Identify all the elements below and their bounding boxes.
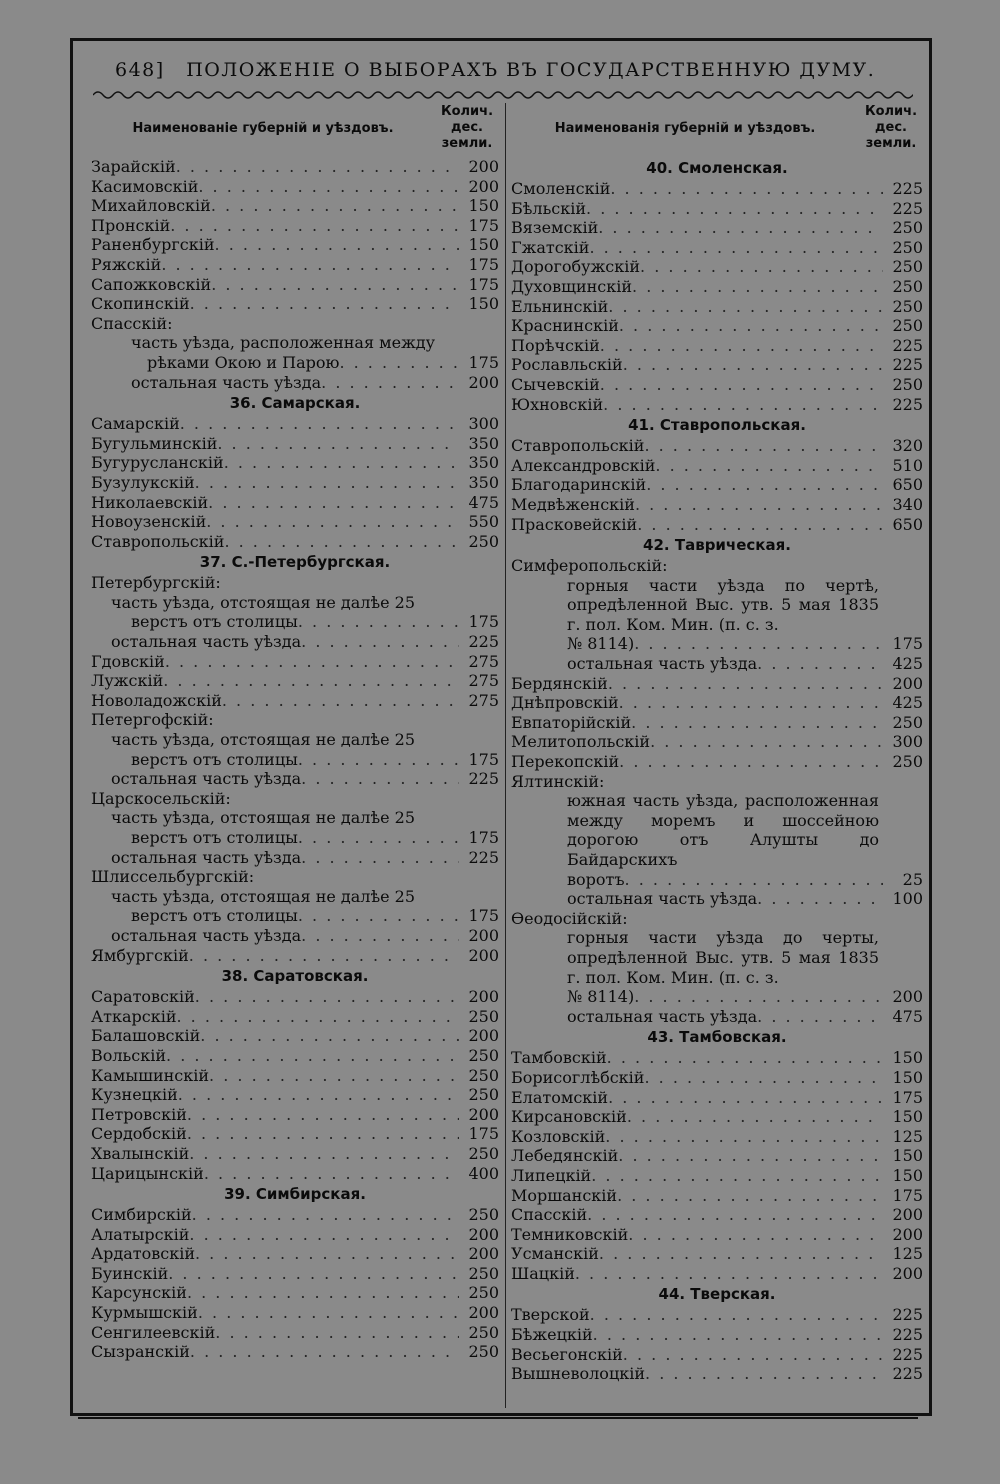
table-row: Николаевскій . . . 475 bbox=[91, 493, 499, 513]
page-title: ПОЛОЖЕНІЕ О ВЫБОРАХЪ ВЪ ГОСУДАРСТВЕННУЮ ДУМУ. bbox=[186, 59, 876, 81]
table-row: Прасковейскій . . . 650 bbox=[511, 515, 923, 535]
table-row: Курмышскій . . . 200 bbox=[91, 1303, 499, 1323]
table-row: Бузулукскій . . . 350 bbox=[91, 473, 499, 493]
table-row: Бердянскій . . . 200 bbox=[511, 674, 923, 694]
table-row: Благодаринскій . . . 650 bbox=[511, 475, 923, 495]
table-row: Ѳеодосійскій: bbox=[511, 908, 628, 928]
table-row: Спасскій: bbox=[91, 313, 173, 333]
table-row: Шлиссельбургскій: bbox=[91, 867, 255, 887]
table-row: Зарайскій . . . 200 bbox=[91, 157, 499, 177]
table-row: Гдовскій . . . 275 bbox=[91, 652, 499, 672]
table-row: часть уѣзда, расположенная между bbox=[131, 333, 436, 353]
table-row: Ельнинскій . . . 250 bbox=[511, 297, 923, 317]
table-row: Бѣжецкій . . . 225 bbox=[511, 1325, 923, 1345]
table-row: Ардатовскій . . . 200 bbox=[91, 1244, 499, 1264]
table-row: Сызранскій . . . 250 bbox=[91, 1342, 499, 1362]
table-row: Кирсановскій . . . 150 bbox=[511, 1107, 923, 1127]
table-row: Новоладожскій . . . 275 bbox=[91, 691, 499, 711]
table-row: Евпаторійскій . . . 250 bbox=[511, 713, 923, 733]
column-header-qty: Колич. дес. земли. bbox=[864, 104, 918, 151]
table-row: остальная часть уѣзда . . . 200 bbox=[91, 373, 499, 393]
table-row: Михайловскій . . . 150 bbox=[91, 196, 499, 216]
table-row: Тверской . . . 225 bbox=[511, 1305, 923, 1325]
table-row: воротъ . . . 25 bbox=[511, 870, 923, 890]
table-row: Елатомскій . . . 175 bbox=[511, 1088, 923, 1108]
section-heading: 41. Ставропольская. bbox=[628, 416, 806, 435]
note-text: горныя части уѣзда по чертѣ, опредѣленной Выс. утв. 5 мая 1835 г. пол. Ком. Мин. (п. с. з. bbox=[567, 575, 879, 634]
table-row: Дорогобужскій . . . 250 bbox=[511, 257, 923, 277]
column-header bbox=[511, 99, 923, 157]
note-text: южная часть уѣзда, расположенная между моремъ и шоссейною дорогою отъ Алушты до Байдарскихъ bbox=[567, 791, 879, 869]
page-header bbox=[115, 59, 915, 81]
column-header-name: Наименованіе губерній и уѣздовъ. bbox=[132, 120, 394, 136]
column-header-qty: Колич. дес. земли. bbox=[440, 104, 494, 151]
page-number: 648] bbox=[115, 59, 165, 81]
table-row: Бугульминскій . . . 350 bbox=[91, 434, 499, 454]
table-row: Спасскій . . . 200 bbox=[511, 1205, 923, 1225]
table-row: Весьегонскій . . . 225 bbox=[511, 1345, 923, 1365]
table-row: часть уѣзда, отстоящая не далѣе 25 bbox=[111, 730, 416, 750]
table-row: Вышневолоцкій . . . 225 bbox=[511, 1364, 923, 1384]
section-heading: 39. Симбирская. bbox=[224, 1185, 366, 1204]
table-row: Симферопольскій: bbox=[511, 556, 668, 576]
table-row: Касимовскій . . . 200 bbox=[91, 177, 499, 197]
table-row: Александровскій . . . 510 bbox=[511, 456, 923, 476]
table-row: № 8114) . . . 200 bbox=[511, 987, 923, 1007]
table-row: Самарскій . . . 300 bbox=[91, 414, 499, 434]
table-row: часть уѣзда, отстоящая не далѣе 25 bbox=[111, 886, 416, 906]
column-divider bbox=[505, 103, 506, 1408]
section-heading: 40. Смоленская. bbox=[646, 159, 788, 177]
table-row: Козловскій . . . 125 bbox=[511, 1127, 923, 1147]
table-row: верстъ отъ столицы . . . 175 bbox=[91, 906, 499, 926]
table-row: Усманскій . . . 125 bbox=[511, 1244, 923, 1264]
table-row: Бѣльскій . . . 225 bbox=[511, 199, 923, 219]
table-row: Царицынскій . . . 400 bbox=[91, 1164, 499, 1184]
table-row: Днѣпровскій . . . 425 bbox=[511, 693, 923, 713]
section-heading: 38. Саратовская. bbox=[221, 967, 369, 986]
table-row: Бугурусланскій . . . 350 bbox=[91, 453, 499, 473]
table-row: Алатырскій . . . 200 bbox=[91, 1225, 499, 1245]
table-row: часть уѣзда, отстоящая не далѣе 25 bbox=[111, 592, 416, 612]
table-row: Буинскій . . . 250 bbox=[91, 1264, 499, 1284]
table-row: Духовщинскій . . . 250 bbox=[511, 277, 923, 297]
table-row: Ряжскій . . . 175 bbox=[91, 255, 499, 275]
table-row: Камышинскій . . . 250 bbox=[91, 1066, 499, 1086]
table-row: Царскосельскій: bbox=[91, 788, 231, 808]
bottom-rule bbox=[78, 1417, 918, 1419]
table-row: Лебедянскій . . . 150 bbox=[511, 1146, 923, 1166]
table-row: верстъ отъ столицы . . . 175 bbox=[91, 828, 499, 848]
section-heading: 36. Самарская. bbox=[229, 394, 361, 413]
table-row: Ялтинскій: bbox=[511, 771, 605, 791]
table-row: Медвѣженскій . . . 340 bbox=[511, 495, 923, 515]
table-row: Перекопскій . . . 250 bbox=[511, 752, 923, 772]
section-heading: 43. Тамбовская. bbox=[647, 1028, 787, 1047]
table-row: Петергофскій: bbox=[91, 710, 214, 730]
table-row: Сапожковскій . . . 175 bbox=[91, 275, 499, 295]
table-row: Тамбовскій . . . 150 bbox=[511, 1048, 923, 1068]
table-row: Вольскій . . . 250 bbox=[91, 1046, 499, 1066]
table-row: Петровскій . . . 200 bbox=[91, 1105, 499, 1125]
table-row: Балашовскій . . . 200 bbox=[91, 1026, 499, 1046]
table-row: остальная часть уѣзда . . . 100 bbox=[511, 889, 923, 909]
table-row: рѣками Окою и Парою . . . 175 bbox=[91, 353, 499, 373]
table-row: Гжатскій . . . 250 bbox=[511, 238, 923, 258]
table-row: Мелитопольскій . . . 300 bbox=[511, 732, 923, 752]
table-row: верстъ отъ столицы . . . 175 bbox=[91, 612, 499, 632]
table-row: остальная часть уѣзда . . . 225 bbox=[91, 848, 499, 868]
column-header bbox=[91, 99, 499, 157]
table-row: Вяземскій . . . 250 bbox=[511, 218, 923, 238]
section-heading: 37. С.-Петербургская. bbox=[199, 553, 391, 572]
left-column bbox=[91, 99, 499, 1362]
table-row: часть уѣзда, отстоящая не далѣе 25 bbox=[111, 808, 416, 828]
table-row: Смоленскій . . . 225 bbox=[511, 179, 923, 199]
table-row: остальная часть уѣзда . . . 475 bbox=[511, 1007, 923, 1027]
table-row: Скопинскій . . . 150 bbox=[91, 294, 499, 314]
table-row: Кузнецкій . . . 250 bbox=[91, 1085, 499, 1105]
table-row: Сердобскій . . . 175 bbox=[91, 1124, 499, 1144]
table-row: остальная часть уѣзда . . . 200 bbox=[91, 926, 499, 946]
table-row: Хвалынскій . . . 250 bbox=[91, 1144, 499, 1164]
table-row: Моршанскій . . . 175 bbox=[511, 1186, 923, 1206]
table-row: Ставропольскій . . . 250 bbox=[91, 532, 499, 552]
table-row: Сенгилеевскій . . . 250 bbox=[91, 1323, 499, 1343]
table-row: Порѣчскій . . . 225 bbox=[511, 336, 923, 356]
note-text: горныя части уѣзда до черты, опредѣленной Выс. утв. 5 мая 1835 г. пол. Ком. Мин. (п. с. з. bbox=[567, 928, 879, 987]
table-row: Лужскій . . . 275 bbox=[91, 671, 499, 691]
table-row: Борисоглѣбскій . . . 150 bbox=[511, 1068, 923, 1088]
table-row: Темниковскій . . . 200 bbox=[511, 1225, 923, 1245]
column-header-name: Наименованія губерній и уѣздовъ. bbox=[554, 120, 816, 136]
table-row: Ямбургскій . . . 200 bbox=[91, 946, 499, 966]
right-column bbox=[511, 99, 923, 1384]
table-row: остальная часть уѣзда . . . 225 bbox=[91, 632, 499, 652]
table-row: Новоузенскій . . . 550 bbox=[91, 512, 499, 532]
table-row: Саратовскій . . . 200 bbox=[91, 987, 499, 1007]
table-row: Юхновскій . . . 225 bbox=[511, 395, 923, 415]
table-row: верстъ отъ столицы . . . 175 bbox=[91, 750, 499, 770]
table-row: Сычевскій . . . 250 bbox=[511, 375, 923, 395]
table-row: Пронскій . . . 175 bbox=[91, 216, 499, 236]
table-row: остальная часть уѣзда . . . 225 bbox=[91, 769, 499, 789]
section-heading: 42. Таврическая. bbox=[643, 536, 791, 555]
table-row: Раненбургскій . . . 150 bbox=[91, 235, 499, 255]
table-row: Симбирскій . . . 250 bbox=[91, 1205, 499, 1225]
table-row: Краснинскій . . . 250 bbox=[511, 316, 923, 336]
table-row: Аткарскій . . . 250 bbox=[91, 1007, 499, 1027]
page-frame bbox=[70, 38, 932, 1416]
table-row: № 8114) . . . 175 bbox=[511, 634, 923, 654]
table-row: Петербургскій: bbox=[91, 573, 221, 593]
table-row: Карсунскій . . . 250 bbox=[91, 1283, 499, 1303]
table-row: Ставропольскій . . . 320 bbox=[511, 436, 923, 456]
section-heading: 44. Тверская. bbox=[658, 1285, 776, 1304]
table-row: Рославльскій . . . 225 bbox=[511, 355, 923, 375]
table-row: остальная часть уѣзда . . . 425 bbox=[511, 654, 923, 674]
table-row: Шацкій . . . 200 bbox=[511, 1264, 923, 1284]
table-row: Липецкій . . . 150 bbox=[511, 1166, 923, 1186]
